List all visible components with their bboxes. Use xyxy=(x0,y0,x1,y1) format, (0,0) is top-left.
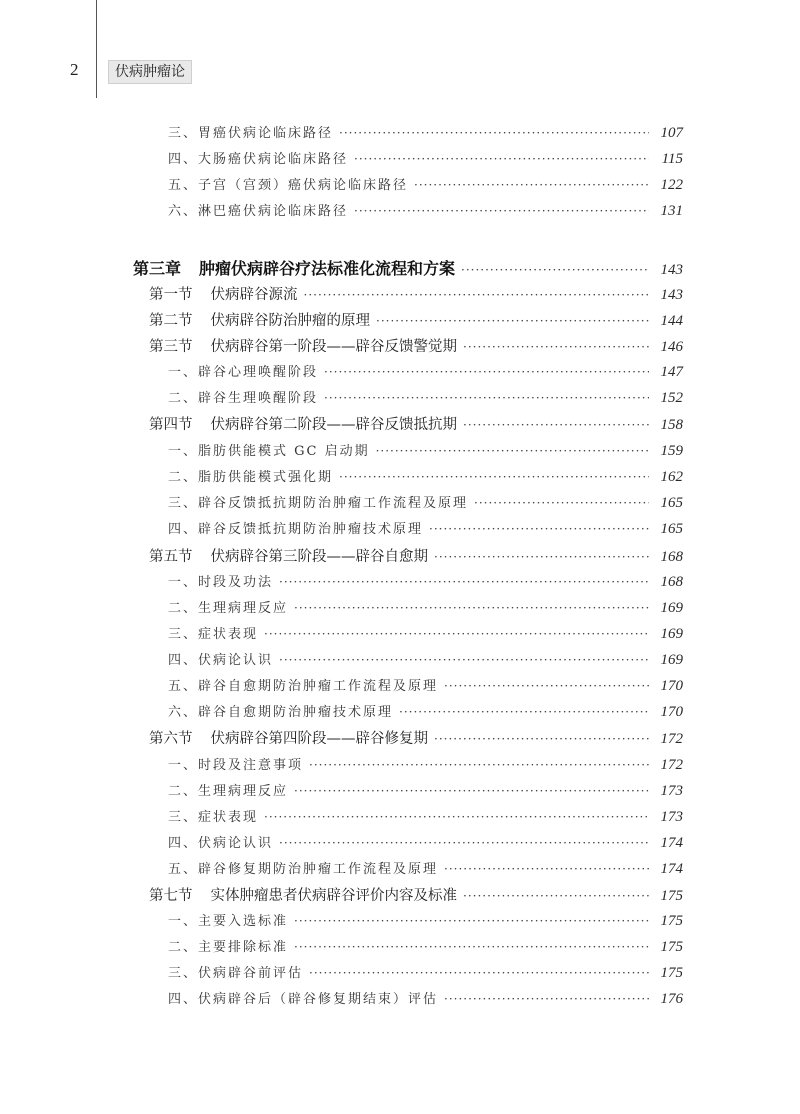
running-head-book-title: 伏病肿瘤论 xyxy=(108,60,192,84)
toc-entry-item[interactable] xyxy=(168,806,683,826)
toc-entry-section[interactable] xyxy=(149,545,683,566)
toc-entry-item[interactable] xyxy=(168,858,683,878)
toc-entry-label xyxy=(149,335,463,356)
toc-entry-label: 二、辟谷生理唤醒阶段 xyxy=(168,391,319,406)
toc-entry-title: 伏病辟谷第三阶段——辟谷自愈期 xyxy=(210,549,428,565)
toc-entry-item[interactable] xyxy=(168,675,683,695)
toc-entry-item[interactable] xyxy=(168,466,683,486)
dot-leader xyxy=(399,705,649,719)
dot-leader xyxy=(264,627,649,641)
toc-entry-label: 一、时段及注意事项 xyxy=(168,758,304,773)
dot-leader xyxy=(354,204,649,218)
toc-page-number: 172 xyxy=(660,757,683,773)
toc-page-number: 172 xyxy=(660,731,683,747)
dot-leader xyxy=(309,966,649,980)
dot-leader xyxy=(444,992,649,1006)
toc-entry-item[interactable] xyxy=(168,701,683,721)
toc-entry-label xyxy=(149,884,463,905)
toc-entry-item[interactable] xyxy=(168,440,683,460)
toc-entry-number: 第三节 xyxy=(149,339,193,355)
toc-entry-item[interactable] xyxy=(168,387,683,407)
toc-page-number: 144 xyxy=(660,313,683,329)
dot-leader xyxy=(429,522,649,536)
toc-entry-label: 二、生理病理反应 xyxy=(168,784,289,799)
toc-entry-label: 四、辟谷反馈抵抗期防治肿瘤技术原理 xyxy=(168,522,424,537)
toc-entry-label: 二、主要排除标准 xyxy=(168,940,289,955)
toc-entry-item[interactable] xyxy=(168,832,683,852)
toc-entry-label: 一、脂肪供能模式 GC 启动期 xyxy=(168,444,370,459)
toc-page-number: 168 xyxy=(660,574,683,590)
dot-leader xyxy=(376,314,649,328)
toc-page-number: 143 xyxy=(660,262,683,278)
toc-entry-section[interactable] xyxy=(149,884,683,905)
toc-entry-number: 第一节 xyxy=(149,287,193,303)
toc-page-number: 175 xyxy=(660,888,683,904)
toc-entry-item[interactable] xyxy=(168,122,683,142)
dot-leader xyxy=(294,784,649,798)
dot-leader xyxy=(279,653,649,667)
toc-entry-section[interactable] xyxy=(149,283,683,304)
toc-entry-label: 一、辟谷心理唤醒阶段 xyxy=(168,365,319,380)
toc-page-number: 175 xyxy=(660,965,683,981)
toc-entry-label: 三、症状表现 xyxy=(168,627,259,642)
toc-page-number: 107 xyxy=(660,125,683,141)
dot-leader xyxy=(279,575,649,589)
dot-leader xyxy=(434,732,649,746)
dot-leader xyxy=(444,679,649,693)
dot-leader xyxy=(339,470,649,484)
dot-leader xyxy=(463,418,649,432)
toc-page-number: 159 xyxy=(660,443,683,459)
toc-entry-label: 一、时段及功法 xyxy=(168,575,274,590)
toc-page-number: 170 xyxy=(660,678,683,694)
dot-leader xyxy=(354,152,649,166)
dot-leader xyxy=(414,178,649,192)
toc-entry-label xyxy=(133,256,461,279)
toc-page-number: 169 xyxy=(660,600,683,616)
toc-entry-label: 二、脂肪供能模式强化期 xyxy=(168,470,334,485)
toc-page-number: 146 xyxy=(660,339,683,355)
dot-leader xyxy=(304,288,650,302)
toc-entry-title: 伏病辟谷第一阶段——辟谷反馈警觉期 xyxy=(210,339,457,355)
toc-entry-item[interactable] xyxy=(168,649,683,669)
toc-entry-item[interactable] xyxy=(168,754,683,774)
toc-page-number: 147 xyxy=(660,364,683,380)
toc-page-number: 173 xyxy=(660,809,683,825)
toc-page-number: 175 xyxy=(660,939,683,955)
toc-page-number: 162 xyxy=(660,469,683,485)
toc-entry-item[interactable] xyxy=(168,361,683,381)
toc-entry-label xyxy=(149,283,304,304)
toc-entry-section[interactable] xyxy=(149,413,683,434)
toc-entry-label: 六、淋巴癌伏病论临床路径 xyxy=(168,204,349,219)
toc-entry-number: 第三章 xyxy=(133,259,182,278)
dot-leader xyxy=(474,496,649,510)
dot-leader xyxy=(324,365,649,379)
toc-entry-label: 五、辟谷修复期防治肿瘤工作流程及原理 xyxy=(168,862,439,877)
toc-entry-label xyxy=(149,727,434,748)
toc-entry-item[interactable] xyxy=(168,571,683,591)
toc-page-number: 168 xyxy=(660,549,683,565)
dot-leader xyxy=(279,836,649,850)
toc-entry-item[interactable] xyxy=(168,597,683,617)
dot-leader xyxy=(434,550,649,564)
dot-leader xyxy=(264,810,649,824)
toc-entry-item[interactable] xyxy=(168,492,683,512)
toc-page-number: 169 xyxy=(660,626,683,642)
dot-leader xyxy=(444,862,649,876)
toc-entry-item[interactable] xyxy=(168,988,683,1008)
toc-entry-item[interactable] xyxy=(168,148,683,168)
toc-entry-item[interactable] xyxy=(168,910,683,930)
toc-page-number: 174 xyxy=(660,861,683,877)
toc-entry-label: 四、伏病辟谷后（辟谷修复期结束）评估 xyxy=(168,992,439,1007)
toc-entry-item[interactable] xyxy=(168,936,683,956)
toc-page-number: 174 xyxy=(660,835,683,851)
toc-entry-item[interactable] xyxy=(168,623,683,643)
toc-page-number: 143 xyxy=(660,287,683,303)
dot-leader xyxy=(463,889,649,903)
dot-leader xyxy=(294,914,649,928)
toc-entry-label: 三、辟谷反馈抵抗期防治肿瘤工作流程及原理 xyxy=(168,496,469,511)
toc-entry-number: 第五节 xyxy=(149,549,193,565)
toc-entry-title: 伏病辟谷源流 xyxy=(210,287,298,303)
toc-page-number: 173 xyxy=(660,783,683,799)
toc-entry-label: 六、辟谷自愈期防治肿瘤技术原理 xyxy=(168,705,394,720)
toc-entry-label: 四、伏病论认识 xyxy=(168,653,274,668)
toc-entry-title: 伏病辟谷第二阶段——辟谷反馈抵抗期 xyxy=(210,417,457,433)
dot-leader xyxy=(294,601,649,615)
toc-entry-label xyxy=(149,545,434,566)
toc-entry-label: 三、症状表现 xyxy=(168,810,259,825)
toc-entry-number: 第二节 xyxy=(149,313,193,329)
toc-entry-label: 三、伏病辟谷前评估 xyxy=(168,966,304,981)
dot-leader xyxy=(463,340,649,354)
page-number: 2 xyxy=(70,60,79,79)
toc-entry-section[interactable] xyxy=(149,335,683,356)
toc-entry-title: 实体肿瘤患者伏病辟谷评价内容及标准 xyxy=(210,888,457,904)
toc-page-number: 176 xyxy=(660,991,683,1007)
toc-entry-item[interactable] xyxy=(168,962,683,982)
toc-entry-title: 伏病辟谷防治肿瘤的原理 xyxy=(210,313,370,329)
toc-page-number: 122 xyxy=(660,177,683,193)
toc-entry-label: 一、主要入选标准 xyxy=(168,914,289,929)
toc-entry-title: 肿瘤伏病辟谷疗法标准化流程和方案 xyxy=(199,259,456,278)
toc-entry-item[interactable] xyxy=(168,518,683,538)
toc-page-number: 158 xyxy=(660,417,683,433)
dot-leader xyxy=(309,758,649,772)
toc-entry-label: 二、生理病理反应 xyxy=(168,601,289,616)
toc-entry-item[interactable] xyxy=(168,780,683,800)
dot-leader xyxy=(461,263,649,277)
toc-page-number: 152 xyxy=(660,390,683,406)
dot-leader xyxy=(376,444,649,458)
toc-entry-number: 第四节 xyxy=(149,417,193,433)
toc-entry-section[interactable] xyxy=(149,309,683,330)
toc-page-number: 165 xyxy=(660,495,683,511)
toc-page-number: 115 xyxy=(661,151,683,167)
toc-entry-number: 第七节 xyxy=(149,888,193,904)
toc-page-number: 170 xyxy=(660,704,683,720)
toc-page-number: 131 xyxy=(660,203,683,219)
toc-entry-label: 五、辟谷自愈期防治肿瘤工作流程及原理 xyxy=(168,679,439,694)
toc-entry-label: 四、大肠癌伏病论临床路径 xyxy=(168,152,349,167)
toc-entry-label xyxy=(149,309,376,330)
header-divider-line xyxy=(96,0,97,98)
toc-entry-section[interactable] xyxy=(149,727,683,748)
toc-entry-number: 第六节 xyxy=(149,731,193,747)
toc-entry-label: 三、胃癌伏病论临床路径 xyxy=(168,126,334,141)
toc-entry-item[interactable] xyxy=(168,174,683,194)
toc-entry-chapter[interactable] xyxy=(133,256,683,279)
toc-entry-label xyxy=(149,413,463,434)
toc-page-number: 165 xyxy=(660,521,683,537)
dot-leader xyxy=(339,126,649,140)
toc-entry-item[interactable] xyxy=(168,200,683,220)
dot-leader xyxy=(294,940,649,954)
toc-entry-label: 五、子宫（宫颈）癌伏病论临床路径 xyxy=(168,178,409,193)
toc-entry-label: 四、伏病论认识 xyxy=(168,836,274,851)
toc-page-number: 175 xyxy=(660,913,683,929)
toc-page-number: 169 xyxy=(660,652,683,668)
dot-leader xyxy=(324,391,649,405)
toc-entry-title: 伏病辟谷第四阶段——辟谷修复期 xyxy=(210,731,428,747)
